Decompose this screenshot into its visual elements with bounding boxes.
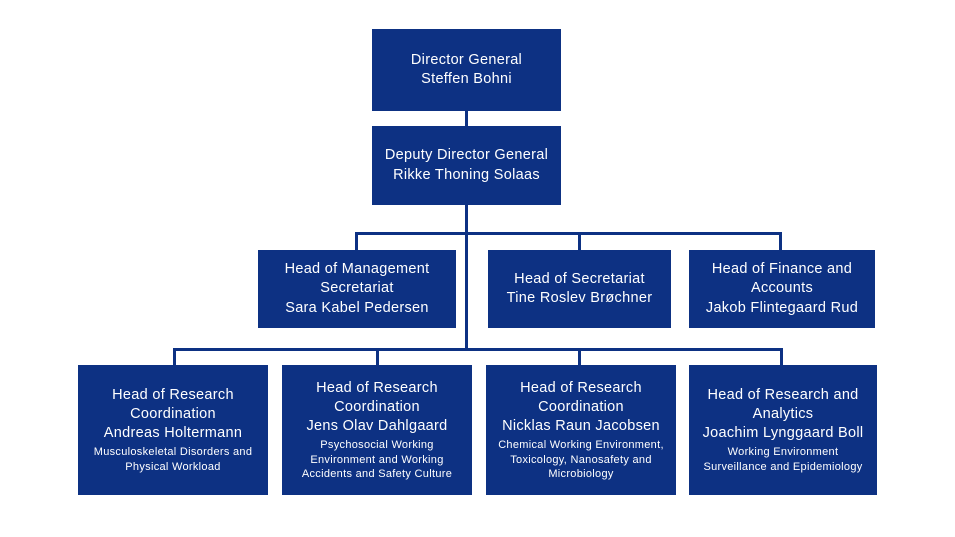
node-person: Jens Olav Dahlgaard	[306, 418, 448, 435]
node-person: Nicklas Raun Jacobsen	[502, 418, 660, 435]
node-head-research-coordination-holtermann	[78, 365, 268, 495]
connector-dg-to-deputy	[465, 111, 468, 126]
node-director-general	[372, 29, 561, 111]
node-person: Jakob Flintegaard Rud	[705, 299, 859, 316]
connector-level4-drop-3	[578, 348, 581, 365]
connector-level4-drop-2	[376, 348, 379, 365]
node-title: Director General	[410, 51, 523, 68]
node-deputy-director-general	[372, 126, 561, 205]
node-person: Steffen Bohni	[421, 71, 512, 87]
connector-level4-bus	[173, 348, 783, 351]
node-title: Head of Research Coordination	[112, 387, 234, 423]
node-head-research-coordination-jacobsen	[486, 365, 676, 495]
connector-deputy-trunk	[465, 205, 468, 350]
node-title: Head of Finance and Accounts	[711, 261, 853, 297]
node-title: Head of Secretariat	[514, 270, 645, 287]
node-head-management-secretariat	[258, 250, 456, 328]
node-subtitle: Psychosocial Working Environment and Working Accidents and Safety Culture	[301, 439, 453, 480]
node-head-research-coordination-dahlgaard	[282, 365, 472, 495]
connector-level3-drop-mid	[578, 232, 581, 250]
connector-level3-drop-left	[355, 232, 358, 250]
node-person: Sara Kabel Pedersen	[285, 299, 429, 316]
node-title: Head of Research and Analytics	[707, 387, 859, 423]
node-person: Andreas Holtermann	[103, 425, 243, 442]
node-person: Tine Roslev Brøchner	[506, 290, 653, 306]
node-head-research-analytics-boll	[689, 365, 877, 495]
node-title: Head of Research Coordination	[520, 379, 642, 415]
connector-level4-drop-4	[780, 348, 783, 365]
node-subtitle: Musculoskeletal Disorders and Physical Workload	[93, 446, 253, 473]
node-title: Head of Research Coordination	[316, 379, 438, 415]
connector-level3-drop-right	[779, 232, 782, 250]
node-subtitle: Working Environment Surveillance and Epidemiology	[703, 446, 863, 473]
connector-level4-drop-1	[173, 348, 176, 365]
connector-level3-bus	[355, 232, 782, 235]
node-head-finance-accounts	[689, 250, 875, 328]
node-person: Joachim Lynggaard Boll	[702, 425, 864, 442]
node-head-secretariat	[488, 250, 671, 328]
node-title: Head of Management Secretariat	[284, 261, 430, 297]
node-person: Rikke Thoning Solaas	[393, 166, 540, 183]
node-title: Deputy Director General	[384, 147, 549, 164]
node-subtitle: Chemical Working Environment, Toxicology, Nanosafety and Microbiology	[498, 439, 664, 480]
